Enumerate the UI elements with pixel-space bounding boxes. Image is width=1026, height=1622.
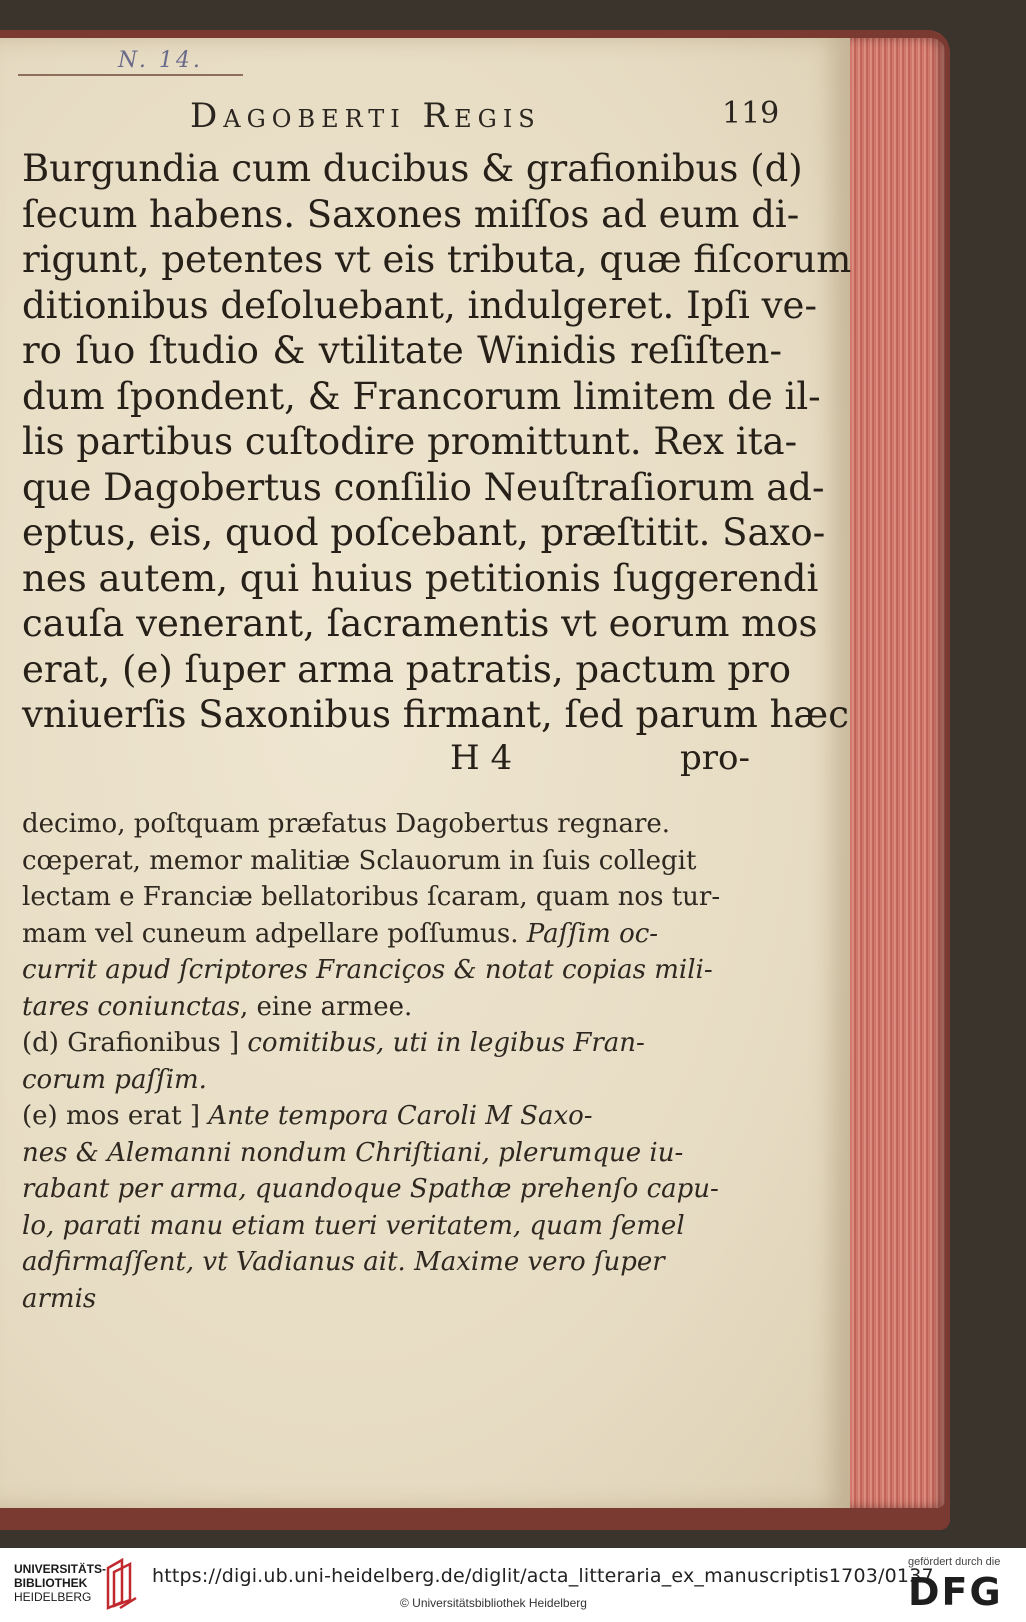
footnote-line xyxy=(22,1098,782,1135)
footnote-run: rabant per arma, quandoque Spathæ prehenſo capu- xyxy=(22,1174,719,1204)
catchword: pro- xyxy=(680,738,750,778)
footnote-run: comitibus, uti in legibus Fran- xyxy=(247,1028,645,1058)
main-text-line: ſecum habens. Saxones miſſos ad eum di- xyxy=(22,192,800,236)
main-text-line: nes autem, qui huius petitionis ſuggerendi xyxy=(22,556,819,600)
footnote-run: armis xyxy=(22,1283,97,1314)
library-line-1: UNIVERSITÄTS- xyxy=(14,1562,107,1576)
footnote-line xyxy=(22,1135,782,1172)
main-text-line: lis partibus cuſtodire promittunt. Rex ita- xyxy=(22,420,798,463)
footnote-run: Ante tempora Caroli M Saxo- xyxy=(208,1101,593,1131)
footnote-run: lo, parati manu etiam tueri veritatem, quam ſemel xyxy=(22,1210,685,1241)
footnote-run: corum paſſim. xyxy=(22,1064,207,1095)
main-text-line: ro ſuo ſtudio & vtilitate Winidis reſiſten- xyxy=(22,329,782,372)
footnote-line xyxy=(22,916,782,953)
footnote-line xyxy=(22,1062,782,1099)
footnote-run: (e) mos erat ] xyxy=(22,1101,209,1131)
footnote-line xyxy=(22,989,782,1026)
footnote-line xyxy=(22,1281,782,1318)
footnote-run: (d) Grafionibus ] xyxy=(22,1028,248,1058)
signature-line xyxy=(440,738,770,782)
footnote-run: mam vel cuneum adpellare poſſumus. xyxy=(22,918,527,949)
main-text-line: rigunt, petentes vt eis tributa, quæ fiſcorum xyxy=(22,238,852,281)
footnote-line xyxy=(22,879,782,916)
library-logo-icon xyxy=(104,1558,140,1610)
permalink-url[interactable]: https://digi.ub.uni-heidelberg.de/diglit/acta_litteraria_ex_manuscriptis1703/0137 xyxy=(152,1565,934,1587)
main-text-line: eptus, eis, quod poſcebant, præſtitit. Saxo- xyxy=(22,511,826,554)
library-line-2: BIBLIOTHEK xyxy=(14,1576,88,1590)
main-text-line: ditionibus deſoluebant, indulgeret. Ipſi ve- xyxy=(22,283,817,327)
footnote-line xyxy=(22,806,782,843)
book-page xyxy=(0,38,850,1508)
main-text-line: Burgundia cum ducibus & grafionibus (d) xyxy=(22,147,803,190)
footnote-run: cœperat, memor malitiæ Sclauorum in ſuis collegit xyxy=(22,845,697,876)
main-text xyxy=(22,146,852,738)
main-text-line: erat, (e) ſuper arma patratis, pactum pro xyxy=(22,647,791,691)
footnote-run: adfirmaſſent, vt Vadianus ait. Maxime vero ſuper xyxy=(22,1247,665,1277)
footnote-run: , eine armee. xyxy=(240,991,413,1022)
main-text-line: cauſa venerant, ſacramentis vt eorum mos xyxy=(22,602,818,645)
running-head: Dagoberti Regis xyxy=(190,96,541,136)
signature-mark: H 4 xyxy=(450,738,513,778)
page-header xyxy=(190,96,780,146)
shelfmark: N. 14. xyxy=(118,48,203,73)
footnote-line xyxy=(22,843,782,880)
page-edge xyxy=(845,38,945,1508)
footnote-line xyxy=(22,1025,782,1062)
footnote-run: currit apud ſcriptores Franciços & notat copias mili- xyxy=(22,955,713,985)
footnote-line xyxy=(22,1171,782,1208)
footnotes xyxy=(22,806,782,1317)
viewer-footer xyxy=(0,1548,1026,1622)
main-text-line: que Dagobertus conſilio Neuſtraſiorum ad- xyxy=(22,465,825,509)
main-text-line: dum ſpondent, & Francorum limitem de il- xyxy=(22,374,821,418)
copyright-notice: © Universitätsbibliothek Heidelberg xyxy=(400,1596,587,1610)
footnote-run: tares coniunctas xyxy=(22,991,240,1022)
dfg-logo: DFG xyxy=(908,1570,1003,1614)
footnote-run: nes & Alemanni nondum Chriſtiani, plerumque iu- xyxy=(22,1137,684,1168)
footnote-line xyxy=(22,1208,782,1245)
footnote-run: decimo, poſtquam præfatus Dagobertus regnare. xyxy=(22,809,671,839)
main-text-line: vniuerſis Saxonibus firmant, ſed parum hæc xyxy=(22,693,849,736)
library-logo-text xyxy=(14,1562,106,1604)
library-line-3: HEIDELBERG xyxy=(14,1590,92,1604)
funding-note: gefördert durch die xyxy=(908,1556,1001,1568)
footnote-line xyxy=(22,952,782,989)
page-number: 119 xyxy=(722,96,780,131)
footnote-run: Paſſim oc- xyxy=(526,918,659,949)
footnote-line xyxy=(22,1244,782,1281)
footnote-run: lectam e Franciæ bellatoribus ſcaram, quam nos tur- xyxy=(22,882,721,912)
